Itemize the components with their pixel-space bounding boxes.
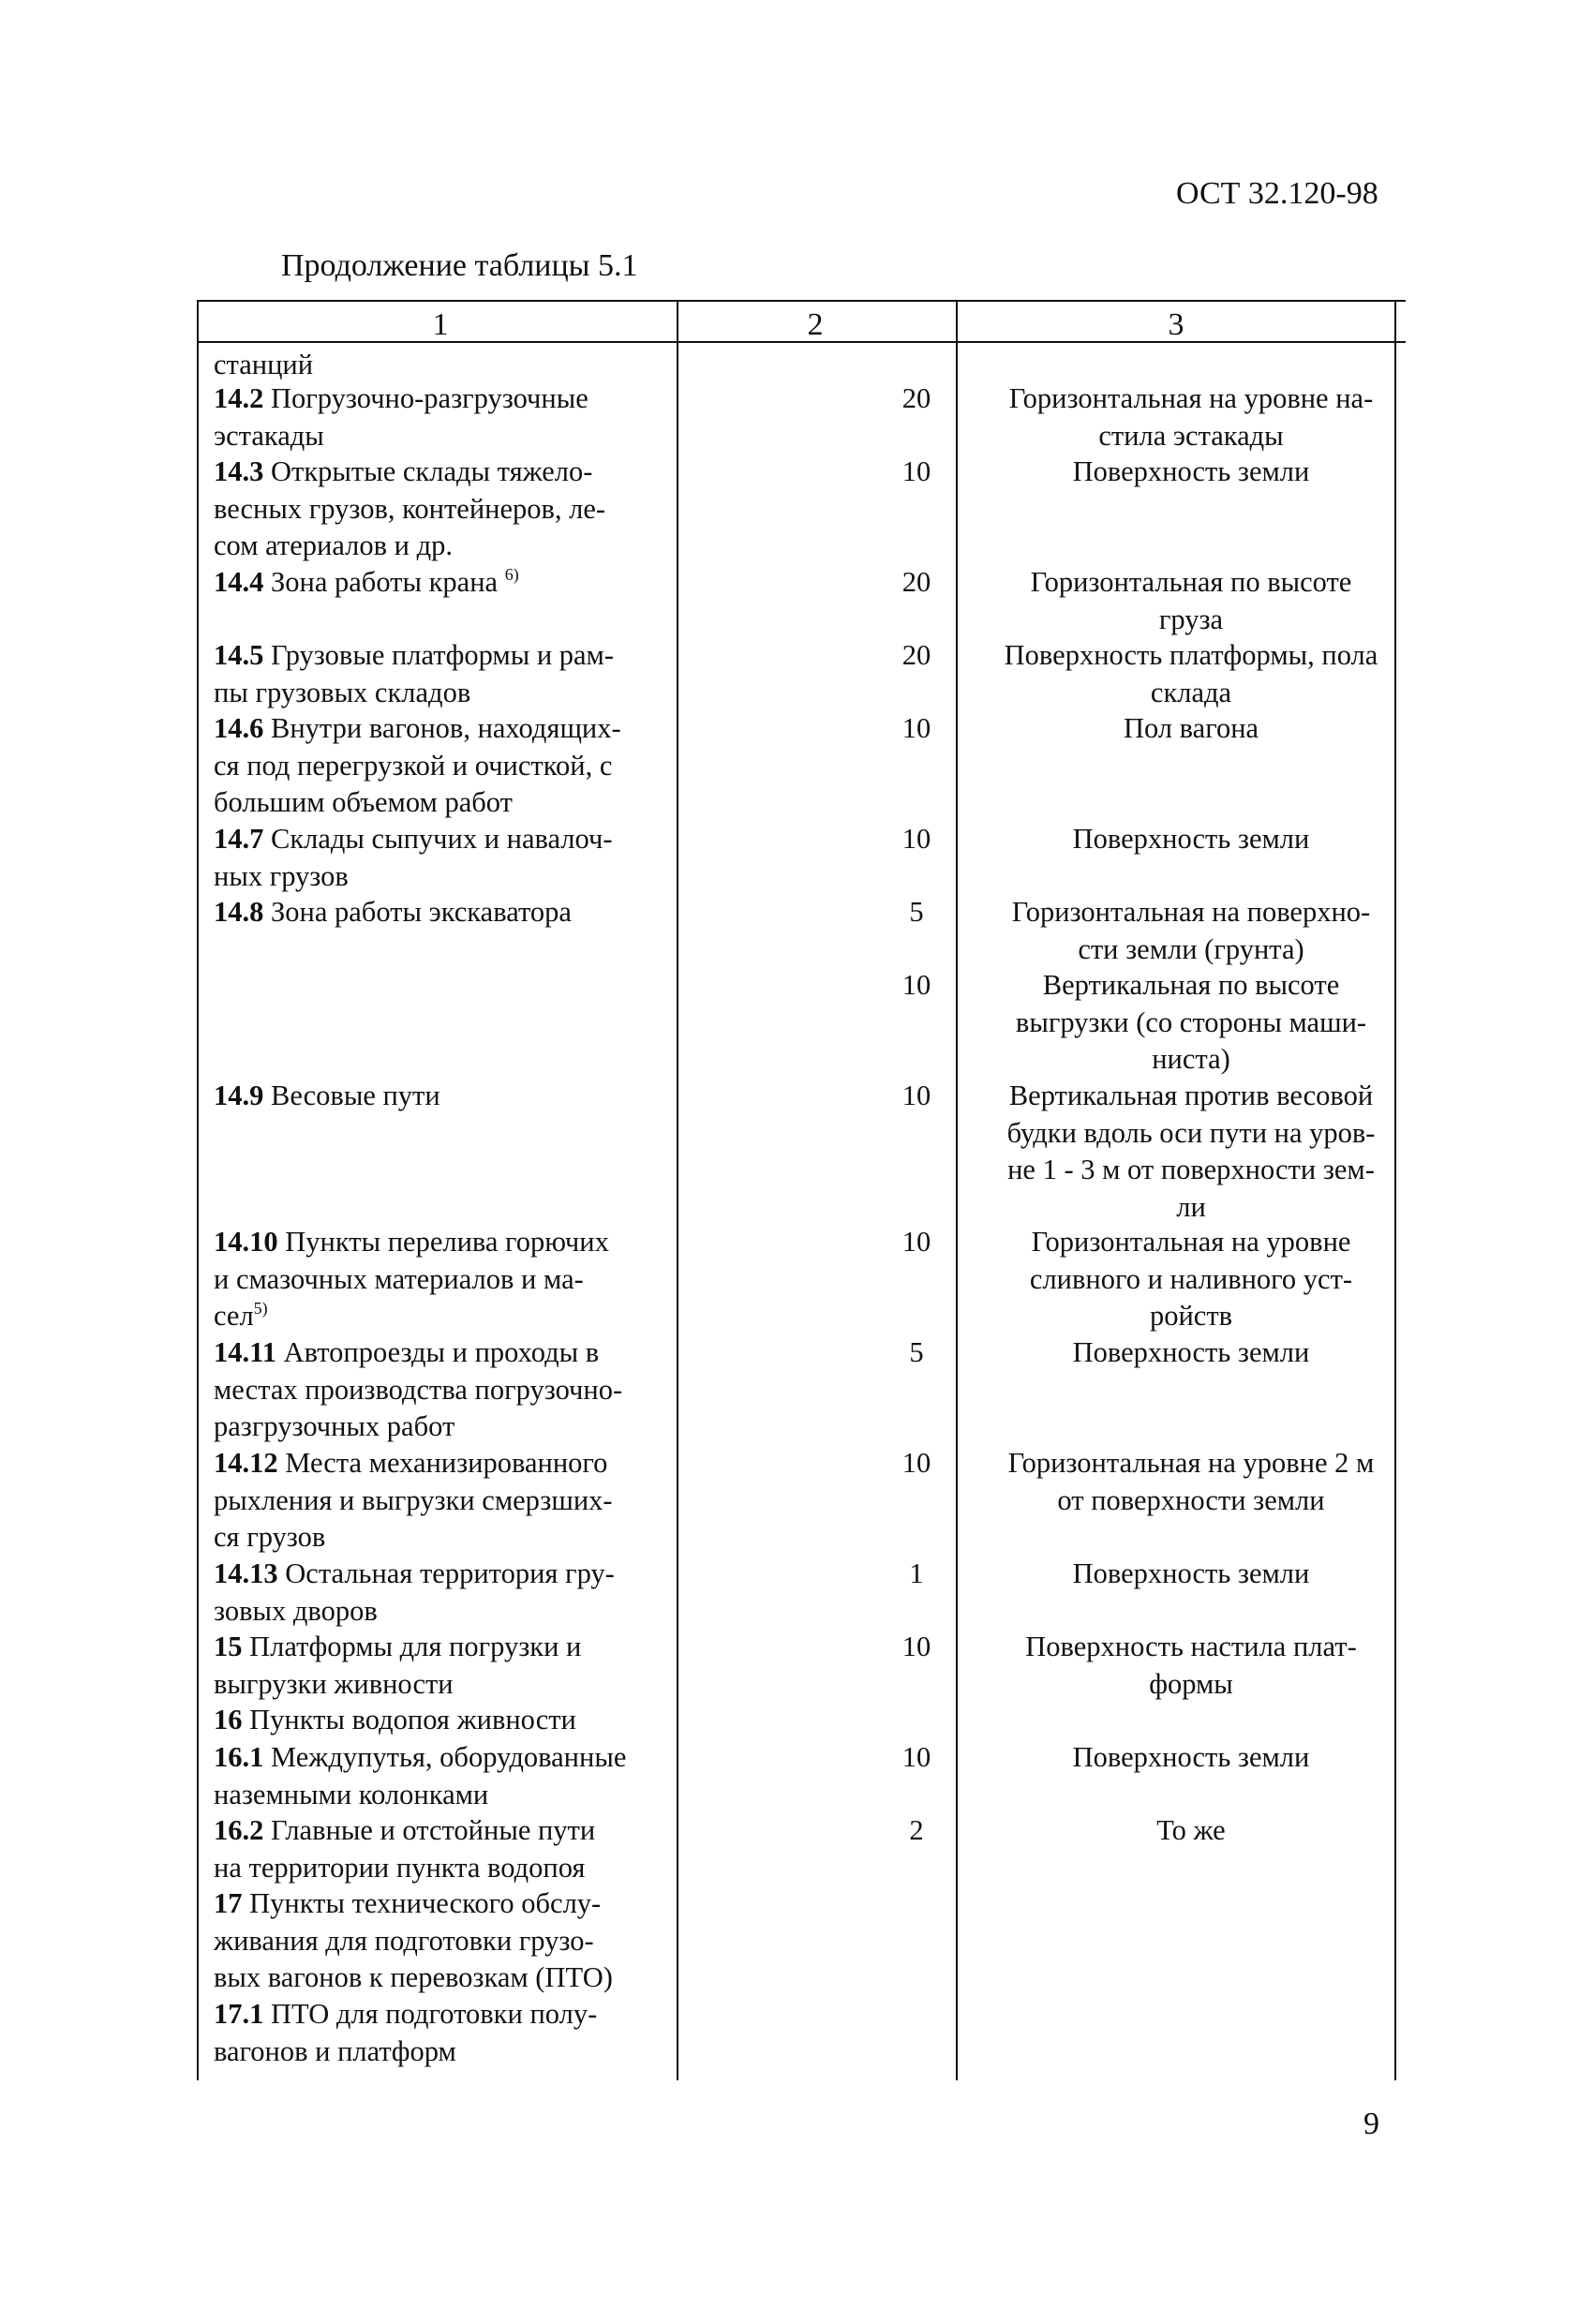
row-name-text: зовых дворов [214, 1594, 378, 1627]
row-surface [984, 821, 1398, 858]
item-number: 14.8 [214, 896, 264, 928]
row-name [214, 380, 870, 454]
row-surface-line: Поверхность земли [1072, 1741, 1310, 1773]
item-number: 14.4 [214, 566, 264, 598]
row-name-line [214, 1629, 870, 1666]
row-surface-line: не 1 - 3 м от поверхности зем- [1007, 1154, 1375, 1185]
row-surface-line: формы [1149, 1667, 1233, 1700]
row-name [214, 1334, 870, 1446]
column-header-1: 1 [432, 307, 449, 342]
row-surface-line: То же [1156, 1814, 1226, 1846]
row-name-text: местах производства погрузочно- [214, 1373, 623, 1406]
row-name [214, 1556, 870, 1630]
row-surface-line: Вертикальная по высоте [1042, 969, 1340, 1001]
row-surface [984, 967, 1398, 1079]
row-surface-line: Поверхность земли [1072, 1557, 1310, 1589]
row-surface-line: склада [1150, 676, 1232, 708]
row-name-text: наземными колонками [214, 1778, 489, 1810]
item-number: 15 [214, 1631, 243, 1662]
row-value: 5 [909, 1336, 924, 1368]
item-number: 14.9 [214, 1080, 264, 1111]
row-name-line [214, 710, 870, 748]
item-number: 17.1 [214, 1998, 264, 2030]
row-name-text: на территории пункта водопоя [214, 1851, 586, 1884]
row-name-text: выгрузки живности [214, 1667, 454, 1700]
row-name-text: Открытые склады тяжело- [271, 455, 593, 487]
row-name-text: Остальная территория гру- [285, 1557, 615, 1589]
row-name-line [214, 1078, 870, 1115]
row-name-line [214, 1593, 870, 1631]
row-name [214, 821, 870, 895]
row-surface [984, 1556, 1398, 1593]
row-name [214, 1812, 870, 1886]
row-surface-line: Горизонтальная на уровне на- [1008, 382, 1374, 414]
row-name [214, 1078, 870, 1115]
row-name-text: рыхления и выгрузки смерзших- [214, 1483, 613, 1516]
row-surface-line: ниста) [1152, 1043, 1230, 1075]
row-name-text: Погрузочно-разгрузочные [271, 382, 588, 414]
column-header-3: 3 [1168, 307, 1184, 342]
row-surface-line: Поверхность земли [1072, 823, 1310, 855]
row-name-text: Грузовые платформы и рам- [271, 639, 615, 671]
row-name [214, 710, 870, 822]
row-name-text: Междупутья, оборудованные [271, 1741, 627, 1773]
row-name-text: ся под перегрузкой и очисткой, с [214, 749, 613, 782]
footnote-marker: 5) [253, 1299, 268, 1318]
row-name-text: ных грузов [214, 859, 349, 892]
row-surface-line: от поверхности земли [1057, 1483, 1325, 1516]
row-name-line [214, 1372, 870, 1409]
item-number: 14.13 [214, 1557, 278, 1589]
row-name-text: станций [214, 349, 314, 380]
row-name-line [214, 1334, 870, 1372]
row-name [214, 1996, 870, 2070]
row-surface [984, 1334, 1398, 1372]
row-name [214, 1739, 870, 1813]
row-value: 20 [901, 639, 931, 671]
row-surface-line: сти земли (грунта) [1078, 932, 1304, 965]
row-surface-line: сливного и наливного уст- [1029, 1262, 1353, 1295]
row-name-text: вагонов и платформ [214, 2034, 456, 2067]
row-name-line [214, 528, 870, 565]
row-name-text: сом атериалов и др. [214, 529, 453, 561]
row-name-text: разгрузочных работ [214, 1410, 455, 1442]
row-value: 10 [901, 1080, 931, 1111]
row-name-text: Пункты перелива горючих [285, 1226, 609, 1258]
item-number: 16 [214, 1704, 243, 1736]
document-code: ОСТ 32.120-98 [1176, 176, 1378, 211]
row-name-text: Зона работы экскаватора [271, 896, 572, 928]
row-name [214, 637, 870, 711]
row-name-line [214, 491, 870, 529]
row-surface-line: ройств [1149, 1300, 1233, 1332]
row-name-line [214, 1408, 870, 1446]
item-number: 14.6 [214, 712, 264, 744]
row-value: 10 [901, 1631, 931, 1662]
row-name-line [214, 1519, 870, 1557]
item-number: 14.10 [214, 1226, 278, 1258]
row-surface-line: Вертикальная против весовой [1008, 1080, 1374, 1111]
row-surface [984, 1812, 1398, 1850]
row-surface [984, 710, 1398, 748]
row-surface [984, 1739, 1398, 1777]
row-name [214, 1885, 870, 1997]
row-name-line [214, 637, 870, 675]
item-number: 14.11 [214, 1336, 276, 1368]
row-surface-line: Поверхность настила плат- [1025, 1631, 1357, 1662]
row-name-line [214, 821, 870, 858]
row-name-line [214, 1777, 870, 1814]
row-value: 10 [901, 712, 931, 744]
row-value: 10 [901, 1226, 931, 1258]
row-name-line [214, 1556, 870, 1593]
row-name-text: сел [214, 1300, 254, 1332]
row-name-line [214, 1482, 870, 1520]
row-surface [984, 1445, 1398, 1519]
row-surface [984, 454, 1398, 491]
row-surface-line: груза [1158, 603, 1224, 635]
row-name [214, 894, 870, 931]
row-value: 10 [901, 1447, 931, 1479]
row-surface-line: Поверхность земли [1072, 455, 1310, 487]
row-value: 10 [901, 969, 931, 1001]
row-name [214, 1629, 870, 1703]
row-value: 2 [909, 1814, 924, 1846]
page-number: 9 [1363, 2107, 1379, 2141]
row-name-text: Платформы для погрузки и [249, 1631, 582, 1662]
row-name-line [214, 418, 870, 455]
row-name-text: Склады сыпучих и навалоч- [271, 823, 613, 855]
row-surface-line: Горизонтальная по высоте [1030, 566, 1352, 598]
row-name-text: большим объемом работ [214, 786, 513, 818]
row-surface [984, 1078, 1398, 1226]
row-name-line [214, 858, 870, 896]
row-surface [984, 380, 1398, 454]
row-surface [984, 1224, 1398, 1335]
item-number: 14.12 [214, 1447, 278, 1479]
row-name-text: живания для подготовки грузо- [214, 1924, 594, 1957]
row-value: 10 [901, 1741, 931, 1773]
row-name-line [214, 1224, 870, 1261]
row-name-text: Весовые пути [271, 1080, 440, 1111]
row-name-line [214, 1923, 870, 1960]
row-name-line [214, 748, 870, 785]
row-surface-line: ли [1176, 1190, 1206, 1223]
row-surface-line: Горизонтальная на уровне 2 м [1007, 1447, 1375, 1479]
row-name-line [214, 1959, 870, 1997]
row-value: 10 [901, 455, 931, 487]
item-number: 17 [214, 1887, 243, 1919]
row-surface-line: будки вдоль оси пути на уров- [1006, 1116, 1376, 1149]
item-number: 16.1 [214, 1741, 264, 1773]
row-name-text: эстакады [214, 419, 324, 452]
row-name-text: вых вагонов к перевозкам (ПТО) [214, 1961, 613, 1993]
row-name-text: Автопроезды и проходы в [283, 1336, 600, 1368]
row-name-line [214, 1996, 870, 2034]
item-number: 14.2 [214, 382, 264, 414]
row-name-line [214, 2034, 870, 2071]
row-name-text: Пункты водопоя живности [249, 1704, 576, 1736]
row-name [214, 564, 870, 602]
row-surface [984, 637, 1398, 711]
row-name-text: Пункты технического обслу- [249, 1887, 602, 1919]
row-name-line [214, 380, 870, 418]
row-name-line [214, 454, 870, 491]
row-name-line [214, 564, 870, 602]
row-name-line [214, 1885, 870, 1923]
row-name-line [214, 1445, 870, 1482]
row-name-text: и смазочных материалов и ма- [214, 1262, 584, 1295]
item-number: 16.2 [214, 1814, 264, 1846]
row-name [214, 1702, 870, 1739]
table-top-border [197, 300, 1406, 302]
row-name-text: Зона работы крана [271, 566, 499, 598]
row-surface-line: Поверхность земли [1072, 1336, 1310, 1368]
row-name-line [214, 784, 870, 822]
row-name-text: ся грузов [214, 1521, 326, 1553]
row-value: 20 [901, 382, 931, 414]
row-name-text: Внутри вагонов, находящих- [271, 712, 621, 744]
row-name [214, 454, 870, 565]
row-name-line [214, 1812, 870, 1850]
row-value: 5 [909, 896, 924, 928]
footnote-marker: 6) [504, 565, 519, 584]
row-surface-line: выгрузки (со стороны маши- [1015, 1006, 1367, 1038]
item-number: 14.7 [214, 823, 264, 855]
row-name-line [214, 894, 870, 931]
row-name-line [214, 1702, 870, 1739]
table-left-border [197, 300, 199, 2080]
row-name-line [214, 347, 870, 384]
row-name-text: Места механизированного [285, 1447, 608, 1479]
row-name-line [214, 1666, 870, 1704]
row-surface [984, 564, 1398, 638]
row-name-text: весных грузов, контейнеров, ле- [214, 492, 606, 525]
row-name-text: ПТО для подготовки полу- [271, 1998, 598, 2030]
row-value: 20 [901, 566, 931, 598]
row-surface [984, 1629, 1398, 1703]
row-name-line [214, 1850, 870, 1887]
column-header-2: 2 [807, 307, 824, 342]
row-value: 1 [909, 1557, 924, 1589]
item-number: 14.5 [214, 639, 264, 671]
row-surface-line: стила эстакады [1098, 419, 1284, 452]
row-value: 10 [901, 823, 931, 855]
row-surface-line: Горизонтальная на поверхно- [1011, 896, 1371, 928]
row-name-line [214, 1298, 870, 1335]
row-name-text: пы грузовых складов [214, 676, 471, 708]
row-name-line [214, 1739, 870, 1777]
row-surface-line: Поверхность платформы, пола [1004, 639, 1378, 671]
row-surface-line: Пол вагона [1123, 712, 1259, 744]
row-name-line [214, 675, 870, 712]
row-name [214, 1445, 870, 1557]
table-caption: Продолжение таблицы 5.1 [281, 248, 638, 283]
row-surface [984, 894, 1398, 968]
row-name [214, 1224, 870, 1335]
item-number: 14.3 [214, 455, 264, 487]
row-name-text: Главные и отстойные пути [271, 1814, 596, 1846]
row-surface-line: Горизонтальная на уровне [1031, 1226, 1351, 1258]
row-name-line [214, 1261, 870, 1299]
row-name [214, 347, 870, 384]
